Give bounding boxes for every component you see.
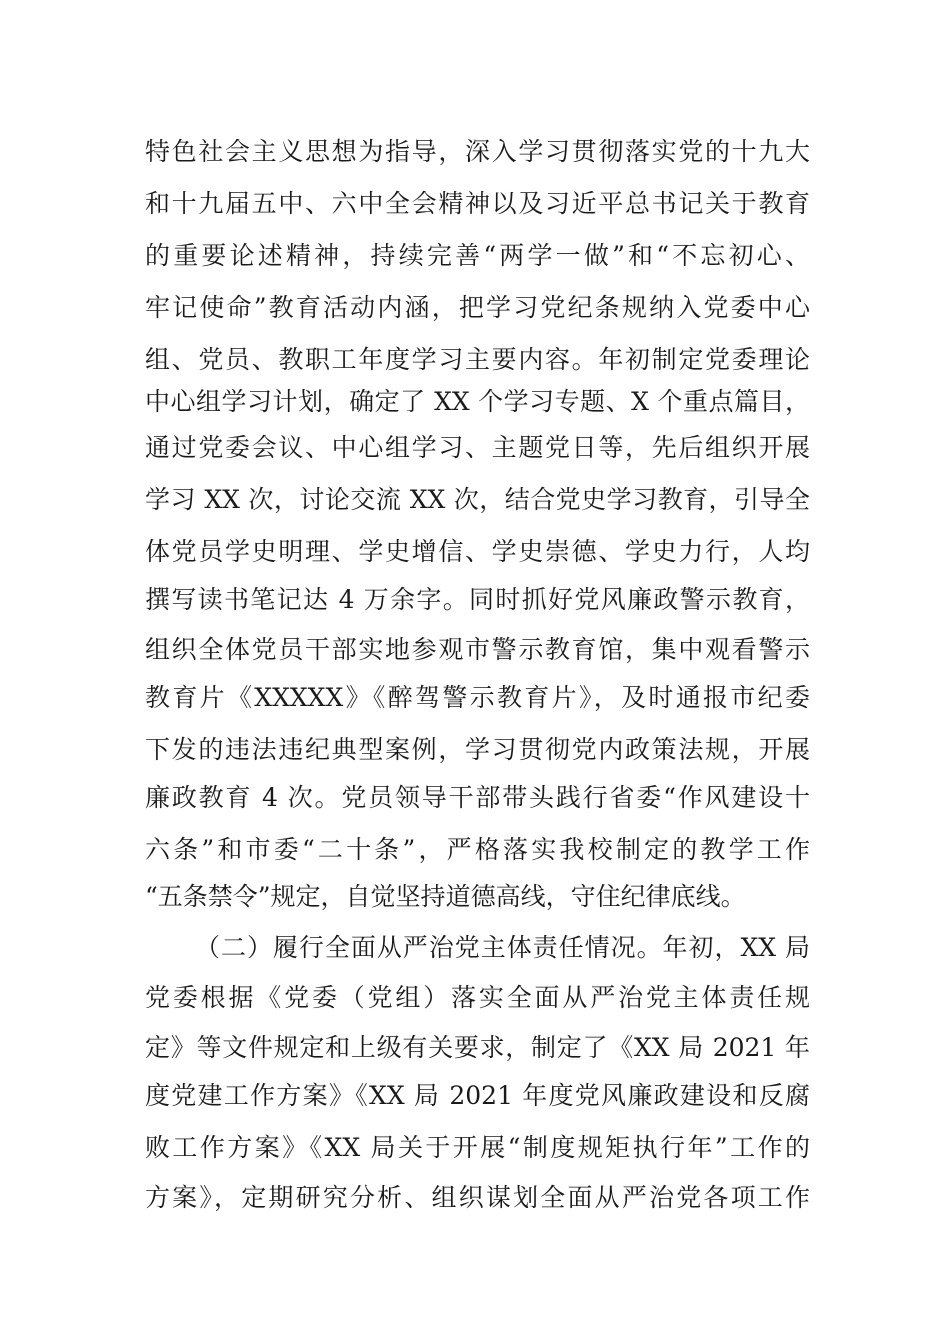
body-text-line: 下发的违法违纪典型案例，学习贯彻党内政策法规，开展 (145, 735, 810, 764)
body-text-line: 教育片《XXXXX》《醉驾警示教育片》，及时通报市纪委 (145, 683, 810, 712)
body-text-line: 组、党员、教职工年度学习主要内容。年初制定党委理论 (145, 345, 810, 374)
body-text-line: 度党建工作方案》《XX 局 2021 年度党风廉政建设和反腐 (145, 1081, 810, 1110)
body-text-line: 学习 XX 次，讨论交流 XX 次，结合党史学习教育，引导全 (145, 485, 810, 514)
body-text-line: 六条”和市委“二十条”，严格落实我校制定的教学工作 (145, 835, 810, 864)
body-text-line: 撰写读书笔记达 4 万余字。同时抓好党风廉政警示教育， (145, 585, 810, 614)
body-text-line: 通过党委会议、中心组学习、主题党日等，先后组织开展 (145, 433, 810, 462)
body-text-line: 败工作方案》《XX 局关于开展“制度规矩执行年”工作的 (145, 1133, 810, 1162)
body-text-line: 组织全体党员干部实地参观市警示教育馆，集中观看警示 (145, 635, 810, 664)
body-text-line: 党委根据《党委（党组）落实全面从严治党主体责任规 (145, 983, 810, 1012)
section-heading-line: （二）履行全面从严治党主体责任情况。年初，XX 局 (195, 933, 810, 962)
body-text-line: 中心组学习计划，确定了 XX 个学习专题、X 个重点篇目， (145, 387, 810, 416)
body-text-line: 牢记使命”教育活动内涵，把学习党纪条规纳入党委中心 (145, 293, 810, 322)
body-text-line: 的重要论述精神，持续完善“两学一做”和“不忘初心、 (145, 241, 810, 270)
body-text-line: 廉政教育 4 次。党员领导干部带头践行省委“作风建设十 (145, 783, 810, 812)
body-text-line: 方案》，定期研究分析、组织谋划全面从严治党各项工作 (145, 1183, 810, 1212)
body-text-line: 特色社会主义思想为指导，深入学习贯彻落实党的十九大 (145, 137, 810, 166)
body-text-line: “五条禁令”规定，自觉坚持道德高线，守住纪律底线。 (145, 882, 746, 911)
body-text-line: 和十九届五中、六中全会精神以及习近平总书记关于教育 (145, 189, 810, 218)
body-text-line: 定》等文件规定和上级有关要求，制定了《XX 局 2021 年 (145, 1033, 810, 1062)
body-text-line: 体党员学史明理、学史增信、学史崇德、学史力行，人均 (145, 537, 810, 566)
